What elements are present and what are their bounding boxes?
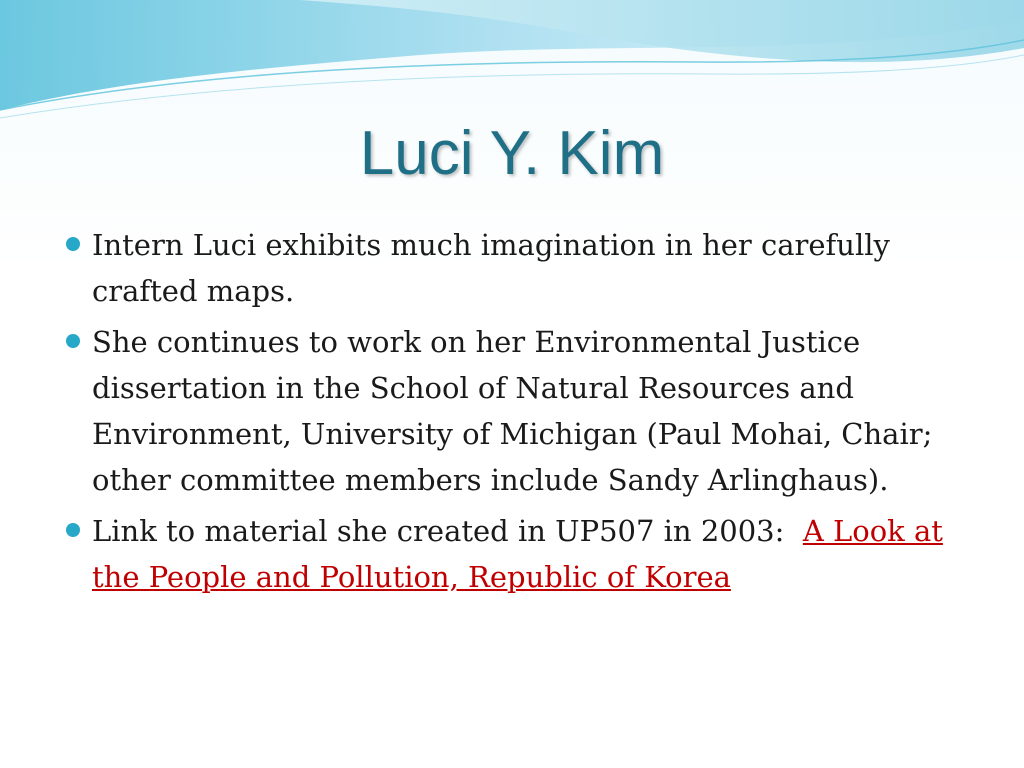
bullet-list [64, 222, 964, 605]
bullet-text: Link to material she created in UP507 in 2003: [92, 514, 803, 548]
bullet-item-dissertation [64, 319, 964, 503]
bullet-text: Intern Luci exhibits much imagination in her carefully crafted maps. [92, 228, 890, 308]
bullet-text: She continues to work on her Environmental Justice dissertation in the School of Natural Resources and Environment, University of Michigan (Paul Mohai, Chair; other committee members include Sandy Arlinghaus). [92, 325, 933, 497]
bullet-dot-icon [66, 523, 80, 537]
korea-pollution-link[interactable]: A Look at the People and Pollution, Republic of Korea [92, 514, 943, 594]
bullet-dot-icon [66, 237, 80, 251]
bullet-item-intern [64, 222, 964, 314]
slide-title: Luci Y. Kim [359, 119, 665, 188]
bullet-item-link [64, 508, 964, 600]
bullet-dot-icon [66, 334, 80, 348]
